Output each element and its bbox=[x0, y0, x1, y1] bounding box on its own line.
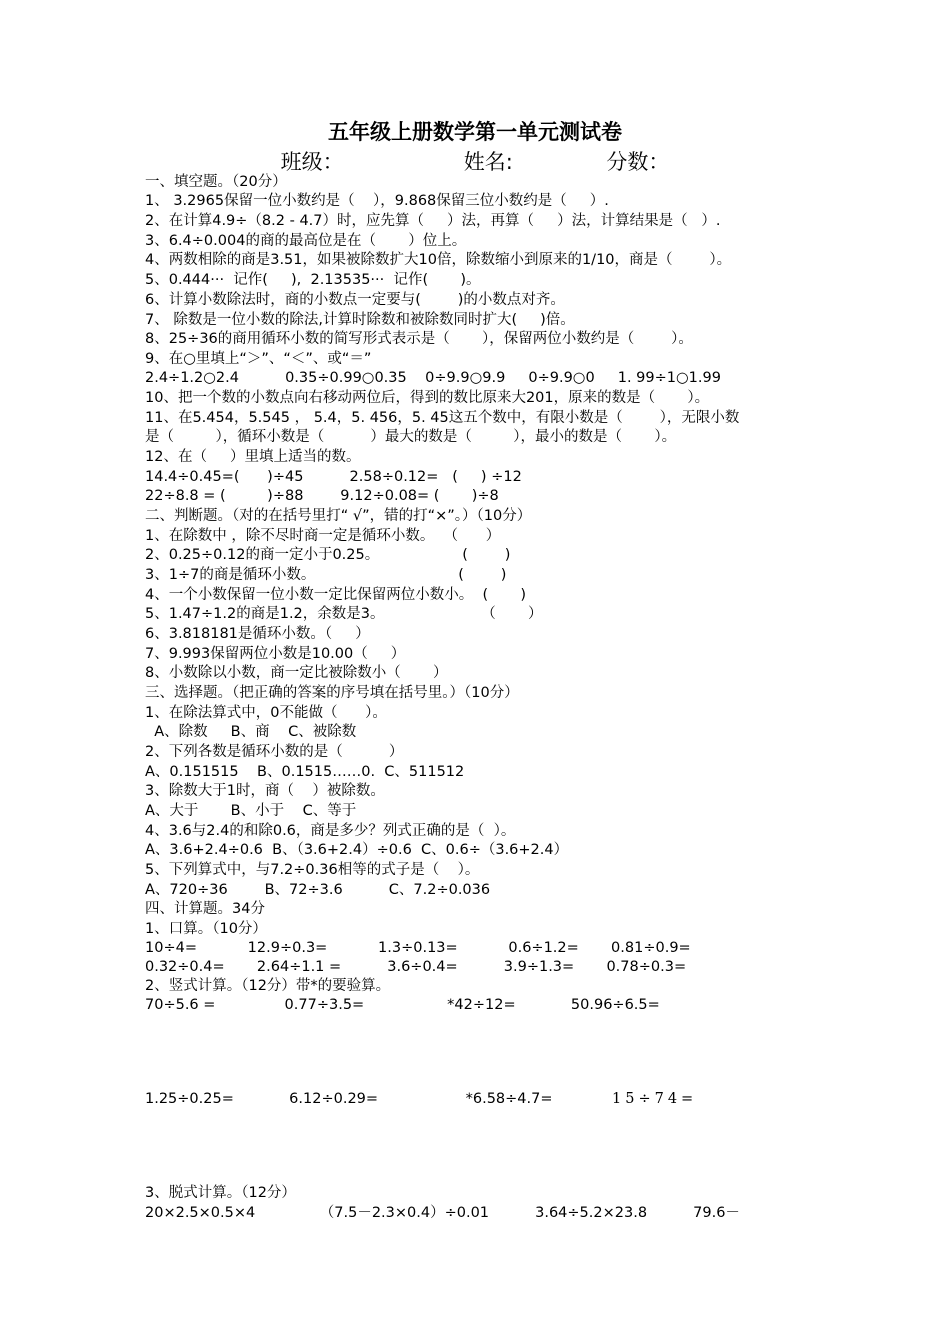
text-line: 70÷5.6 = 0.77÷3.5= *42÷12= 50.96÷6.5= bbox=[145, 997, 660, 1013]
text-line: 1、在除法算式中，0不能做（ ）。 bbox=[145, 705, 387, 721]
text-line: 8、小数除以小数，商一定比被除数小（ ） bbox=[145, 665, 448, 681]
text-line: 8、25÷36的商用循环小数的简写形式表示是（ ），保留两位小数约是（ ）。 bbox=[145, 331, 693, 347]
text-line: 11、在5.454，5.545 ， 5.4，5. 456，5. 45这五个数中，有限小数是（ ），无限小数 bbox=[145, 410, 740, 426]
text-line: 四、计算题。34分 bbox=[145, 901, 265, 917]
text-line: 是（ ），循环小数是（ ）最大的数是（ ），最小的数是（ ）。 bbox=[145, 429, 677, 445]
text-line: 2、在计算4.9÷（8.2 - 4.7）时，应先算（ ）法，再算（ ）法，计算结果是（ ）. bbox=[145, 213, 721, 229]
text-line: 2、竖式计算。（12分）带*的要验算。 bbox=[145, 978, 391, 994]
text-line: 3、脱式计算。（12分） bbox=[145, 1185, 296, 1201]
text-line: 1.25÷0.25= 6.12÷0.29= *6.58÷4.7= bbox=[145, 1091, 553, 1107]
text-line: 1、在除数中 ，除不尽时商一定是循环小数。 （ ） bbox=[145, 528, 501, 544]
text-line: 6、3.818181是循环小数。（ ） bbox=[145, 626, 370, 642]
text-line: 3、1÷7的商是循环小数。 ( ) bbox=[145, 567, 507, 583]
text-line: 4、一个小数保留一位小数一定比保留两位小数小。 ( ) bbox=[145, 587, 527, 603]
text-line: 9、在○里填上“＞”、“＜”、或“＝” bbox=[145, 351, 372, 367]
text-line: A、除数 B、商 C、被除数 bbox=[145, 724, 357, 740]
text-line: 1、 3.2965保留一位小数约是（ ），9.868保留三位小数约是（ ）. bbox=[145, 193, 609, 209]
text-line: 0.32÷0.4= 2.64÷1.1 = 3.6÷0.4= 3.9÷1.3= 0.78÷0.3= bbox=[145, 959, 687, 975]
text-line: 2、下列各数是循环小数的是（ ） bbox=[145, 744, 404, 760]
text-line: 22÷8.8 = ( )÷88 9.12÷0.08= ( )÷8 bbox=[145, 488, 499, 504]
text-line: A、720÷36 B、72÷3.6 C、7.2÷0.036 bbox=[145, 882, 491, 898]
text-line: 7、 除数是一位小数的除法,计算时除数和被除数同时扩大( )倍。 bbox=[145, 312, 575, 328]
text-line: 1、口算。（10分） bbox=[145, 921, 267, 937]
text-line: A、3.6+2.4÷0.6 B、（3.6+2.4）÷0.6 C、0.6÷（3.6+2.4） bbox=[145, 842, 569, 858]
text-line: 10÷4= 12.9÷0.3= 1.3÷0.13= 0.6÷1.2= 0.81÷0.9= bbox=[145, 940, 691, 956]
text-line: 20×2.5×0.5×4 （7.5－2.3×0.4）÷0.01 3.64÷5.2×23.8 79.6－ bbox=[145, 1205, 740, 1221]
text-line: 5、下列算式中，与7.2÷0.36相等的式子是（ ）。 bbox=[145, 862, 480, 878]
text-line: 14.4÷0.45=( )÷45 2.58÷0.12= ( ) ÷12 bbox=[145, 469, 522, 485]
student-info-header: 班级： 姓名: 分数： bbox=[280, 150, 670, 174]
text-line: 2、0.25÷0.12的商一定小于0.25。 ( ) bbox=[145, 547, 511, 563]
text-line: 2.4÷1.2○2.4 0.35÷0.99○0.35 0÷9.9○9.9 0÷9.9○0 1. 99÷1○1.99 bbox=[145, 370, 721, 386]
text-line: 12、在（ ）里填上适当的数。 bbox=[145, 449, 361, 465]
text-line: 5、0.444··· 记作( ), 2.13535··· 记作( )。 bbox=[145, 272, 481, 288]
text-line: 3、6.4÷0.004的商的最高位是在（ ）位上。 bbox=[145, 233, 467, 249]
text-line: 4、3.6与2.4的和除0.6，商是多少？列式正确的是（ ）。 bbox=[145, 823, 516, 839]
text-line: A、0.151515 B、0.1515……0. C、511512 bbox=[145, 764, 465, 780]
text-line: 二、判断题。（对的在括号里打“ √”，错的打“×”。）（10分） bbox=[145, 508, 532, 524]
text-line: 三、选择题。（把正确的答案的序号填在括号里。）（10分） bbox=[145, 685, 519, 701]
text-line: 10、把一个数的小数点向右移动两位后，得到的数比原来大201，原来的数是（ ）。 bbox=[145, 390, 710, 406]
text-line: 15÷74= bbox=[612, 1091, 698, 1107]
text-line: 4、两数相除的商是3.51，如果被除数扩大10倍，除数缩小到原来的1/10，商是（ ）。 bbox=[145, 252, 732, 268]
text-line: 7、9.993保留两位小数是10.00（ ） bbox=[145, 646, 406, 662]
text-line: 5、1.47÷1.2的商是1.2，余数是3。 （ ） bbox=[145, 606, 543, 622]
text-line: A、大于 B、小于 C、等于 bbox=[145, 803, 357, 819]
text-line: 6、计算小数除法时，商的小数点一定要与( )的小数点对齐。 bbox=[145, 292, 565, 308]
page-title: 五年级上册数学第一单元测试卷 bbox=[328, 120, 622, 144]
text-line: 一、填空题。（20分） bbox=[145, 174, 287, 190]
text-line: 3、除数大于1时，商（ ）被除数。 bbox=[145, 783, 385, 799]
